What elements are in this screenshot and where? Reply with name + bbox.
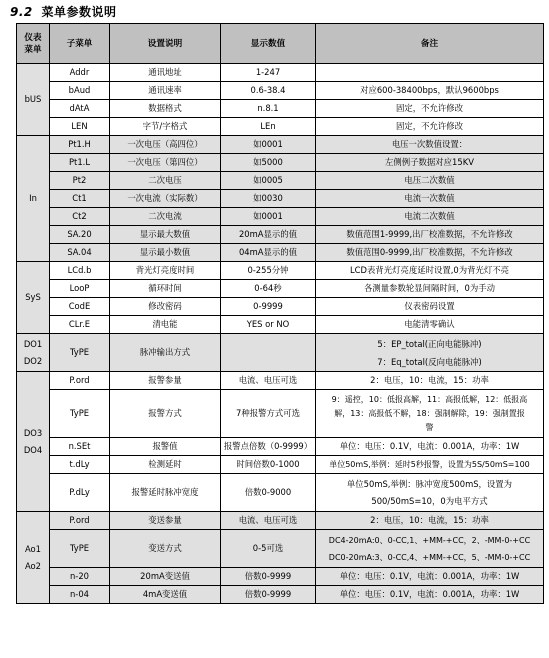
submenu-cell: LEN [50, 118, 110, 136]
submenu-cell: Ct1 [50, 190, 110, 208]
submenu-cell: n.SEt [50, 438, 110, 456]
desc-cell: 报警值 [110, 438, 221, 456]
desc-cell: 显示最小数值 [110, 244, 221, 262]
value-cell: 如5000 [221, 154, 316, 172]
table-row [17, 568, 544, 586]
table-row [17, 82, 544, 100]
desc-cell: 报警延时脉冲宽度 [110, 474, 221, 512]
table-row [17, 438, 544, 456]
value-cell: LEn [221, 118, 316, 136]
desc-cell: 一次电压（高四位） [110, 136, 221, 154]
note-cell: 单位50mS,举例：脉冲宽度500mS，设置为 500/50mS=10，0为电平方式 [316, 474, 544, 512]
table-row [17, 64, 544, 82]
group-in: In [17, 136, 50, 262]
desc-cell: 报警参量 [110, 372, 221, 390]
table-row [17, 316, 544, 334]
value-cell: 20mA显示的值 [221, 226, 316, 244]
table-row [17, 100, 544, 118]
value-cell: 04mA显示的值 [221, 244, 316, 262]
note-cell: 电能清零确认 [316, 316, 544, 334]
value-cell: 倍数0-9999 [221, 586, 316, 604]
group-bus: bUS [17, 64, 50, 136]
value-cell: 报警点倍数（0-9999） [221, 438, 316, 456]
header-remark: 备注 [316, 24, 544, 64]
desc-cell: 通讯地址 [110, 64, 221, 82]
header-menu: 仪表 菜单 [17, 24, 50, 64]
submenu-cell: P.ord [50, 512, 110, 530]
header-display-value: 显示数值 [221, 24, 316, 64]
value-cell: 倍数0-9999 [221, 568, 316, 586]
value-cell: 0-9999 [221, 298, 316, 316]
group-do3-do4: DO3 DO4 [17, 372, 50, 512]
value-cell: 如0030 [221, 190, 316, 208]
value-cell: 1-247 [221, 64, 316, 82]
header-setting-desc: 设置说明 [110, 24, 221, 64]
note-cell: 单位：电压：0.1V，电流：0.001A，功率：1W [316, 438, 544, 456]
value-cell: 如0005 [221, 172, 316, 190]
desc-cell: 循环时间 [110, 280, 221, 298]
note-cell: 各测量参数轮显间隔时间，0为手动 [316, 280, 544, 298]
desc-cell: 二次电压 [110, 172, 221, 190]
table-row [17, 244, 544, 262]
value-cell: 0.6-38.4 [221, 82, 316, 100]
submenu-cell: P.ord [50, 372, 110, 390]
table-row [17, 172, 544, 190]
table-row [17, 154, 544, 172]
submenu-cell: SA.20 [50, 226, 110, 244]
table-row [17, 208, 544, 226]
group-sys: SyS [17, 262, 50, 334]
desc-cell: 变送参量 [110, 512, 221, 530]
table-row [17, 456, 544, 474]
note-cell: 单位：电压：0.1V，电流：0.001A，功率：1W [316, 568, 544, 586]
table-row [17, 280, 544, 298]
section-title: 菜单参数说明 [41, 5, 117, 19]
submenu-cell: t.dLy [50, 456, 110, 474]
desc-cell: 20mA变送值 [110, 568, 221, 586]
section-number: 9.2 [10, 5, 33, 19]
table-row [17, 190, 544, 208]
menu-parameter-table [16, 23, 544, 604]
table-row [17, 262, 544, 280]
table-row [17, 512, 544, 530]
table-row [17, 586, 544, 604]
note-cell: 数值范围0-9999,出厂校准数据，不允许修改 [316, 244, 544, 262]
group-ao1-ao2: Ao1 Ao2 [17, 512, 50, 604]
value-cell: 0-5可选 [221, 530, 316, 568]
submenu-cell: Ct2 [50, 208, 110, 226]
table-row [17, 136, 544, 154]
table-row [17, 530, 544, 568]
table-header-row [17, 24, 544, 64]
note-cell: 电流二次数值 [316, 208, 544, 226]
desc-cell: 显示最大数值 [110, 226, 221, 244]
note-cell: 9：遥控，10：低报高解，11：高报低解，12：低报高 解，13：高报低不解，18：强制解除，19：强制置报 警 [316, 390, 544, 438]
desc-cell: 修改密码 [110, 298, 221, 316]
value-cell: 0-64秒 [221, 280, 316, 298]
note-cell: 电流一次数值 [316, 190, 544, 208]
note-cell: 单位50mS,举例：延时5秒报警，设置为5S/50mS=100 [316, 456, 544, 474]
submenu-cell: SA.04 [50, 244, 110, 262]
note-cell: 固定，不允许修改 [316, 118, 544, 136]
note-cell: 单位：电压：0.1V，电流：0.001A，功率：1W [316, 586, 544, 604]
submenu-cell: LCd.b [50, 262, 110, 280]
submenu-cell: P.dLy [50, 474, 110, 512]
table-row [17, 474, 544, 512]
desc-cell: 脉冲输出方式 [110, 334, 221, 372]
value-cell [221, 334, 316, 372]
table-row [17, 298, 544, 316]
desc-cell: 报警方式 [110, 390, 221, 438]
submenu-cell: Pt2 [50, 172, 110, 190]
desc-cell: 数据格式 [110, 100, 221, 118]
value-cell: 电流、电压可选 [221, 512, 316, 530]
table-row [17, 390, 544, 438]
value-cell: 0-255分钟 [221, 262, 316, 280]
desc-cell: 一次电流（实际数） [110, 190, 221, 208]
submenu-cell: Pt1.H [50, 136, 110, 154]
submenu-cell: CodE [50, 298, 110, 316]
note-cell [316, 64, 544, 82]
note-cell: 固定，不允许修改 [316, 100, 544, 118]
note-cell: 电压一次数值设置： [316, 136, 544, 154]
value-cell: 倍数0-9000 [221, 474, 316, 512]
desc-cell: 字节/字格式 [110, 118, 221, 136]
desc-cell: 通讯速率 [110, 82, 221, 100]
value-cell: 如0001 [221, 208, 316, 226]
desc-cell: 二次电流 [110, 208, 221, 226]
desc-cell: 变送方式 [110, 530, 221, 568]
note-cell: 2：电压，10：电流，15：功率 [316, 512, 544, 530]
submenu-cell: bAud [50, 82, 110, 100]
table-row [17, 372, 544, 390]
submenu-cell: TyPE [50, 390, 110, 438]
submenu-cell: n-04 [50, 586, 110, 604]
desc-cell: 检测延时 [110, 456, 221, 474]
value-cell: 如0001 [221, 136, 316, 154]
desc-cell: 清电能 [110, 316, 221, 334]
note-cell: DC4-20mA:0、0-CC,1、+MM-+CC，2、-MM-0-+CC DC0-20mA:3、0-CC,4、+MM-+CC，5、-MM-0-+CC [316, 530, 544, 568]
submenu-cell: n-20 [50, 568, 110, 586]
value-cell: YES or NO [221, 316, 316, 334]
note-cell: LCD表背光灯亮度延时设置,0为背光灯不亮 [316, 262, 544, 280]
note-cell: 左侧例子数据对应15KV [316, 154, 544, 172]
submenu-cell: Addr [50, 64, 110, 82]
table-row [17, 118, 544, 136]
value-cell: 电流、电压可选 [221, 372, 316, 390]
note-cell: 5：EP_total(正向电能脉冲) 7：Eq_total(反向电能脉冲) [316, 334, 544, 372]
submenu-cell: TyPE [50, 334, 110, 372]
value-cell: n.8.1 [221, 100, 316, 118]
submenu-cell: Pt1.L [50, 154, 110, 172]
desc-cell: 4mA变送值 [110, 586, 221, 604]
note-cell: 仪表密码设置 [316, 298, 544, 316]
value-cell: 时间倍数0-1000 [221, 456, 316, 474]
header-submenu: 子菜单 [50, 24, 110, 64]
desc-cell: 一次电压（第四位） [110, 154, 221, 172]
note-cell: 对应600-38400bps，默认9600bps [316, 82, 544, 100]
submenu-cell: LooP [50, 280, 110, 298]
value-cell: 7种报警方式可选 [221, 390, 316, 438]
submenu-cell: dAtA [50, 100, 110, 118]
note-cell: 电压二次数值 [316, 172, 544, 190]
note-cell: 数值范围1-9999,出厂校准数据，不允许修改 [316, 226, 544, 244]
desc-cell: 背光灯亮度时间 [110, 262, 221, 280]
note-cell: 2：电压，10：电流，15：功率 [316, 372, 544, 390]
table-row [17, 226, 544, 244]
section-heading [10, 3, 116, 20]
submenu-cell: CLr.E [50, 316, 110, 334]
submenu-cell: TyPE [50, 530, 110, 568]
group-do1-do2: DO1 DO2 [17, 334, 50, 372]
table-row [17, 334, 544, 372]
